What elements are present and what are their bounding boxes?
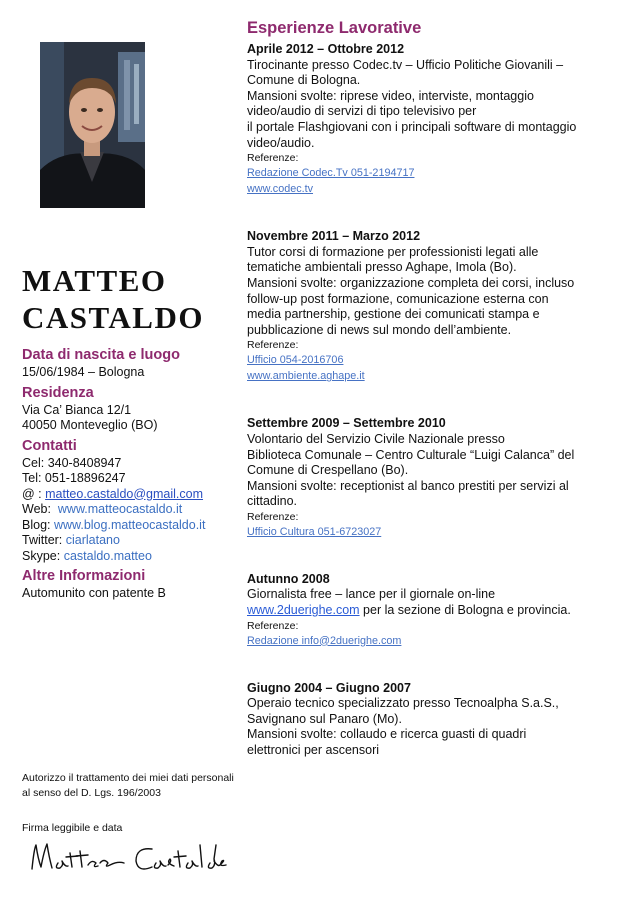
other-info-heading: Altre Informazioni bbox=[22, 568, 146, 584]
job-entry bbox=[247, 681, 622, 759]
job-line: Mansioni svolte: riprese video, interviste, montaggio bbox=[247, 88, 534, 103]
privacy-consent bbox=[22, 771, 252, 801]
job-line: pubblicazione di news sul mondo dell’ambiente. bbox=[247, 322, 512, 337]
job-line: elettronici per ascensori bbox=[247, 743, 380, 758]
job-line: Mansioni svolte: receptionist al banco prestiti per servizi al bbox=[247, 478, 569, 493]
job-line: Comune di Crespellano (Bo). bbox=[247, 463, 409, 478]
job-entry bbox=[247, 416, 622, 540]
candidate-name bbox=[22, 262, 204, 336]
profile-photo bbox=[40, 42, 145, 208]
telephone: Tel: 051-18896247 bbox=[22, 471, 126, 485]
address-line-2: 40050 Monteveglio (BO) bbox=[22, 418, 158, 432]
web-row bbox=[22, 502, 237, 518]
first-name: MATTEO bbox=[22, 263, 167, 298]
website-link[interactable]: www.matteocastaldo.it bbox=[57, 502, 183, 516]
contacts-heading: Contatti bbox=[22, 437, 77, 454]
reference-link[interactable]: www.ambiente.aghape.it bbox=[247, 370, 365, 383]
job-line: il portale Flashgiovani con i principali software di montaggio bbox=[247, 119, 577, 134]
job-line: Volontario del Servizio Civile Nazionale presso bbox=[247, 431, 505, 446]
signature-label: Firma leggibile e data bbox=[22, 822, 123, 834]
personal-info bbox=[22, 343, 237, 602]
blog-link[interactable]: www.blog.matteocastaldo.it bbox=[53, 517, 206, 532]
job-line: Tirocinante presso Codec.tv – Ufficio Politiche Giovanili – bbox=[247, 57, 564, 72]
job-line: Biblioteca Comunale – Centro Culturale “Luigi Calanca” del bbox=[247, 447, 575, 462]
job-line: Tutor corsi di formazione per professionisti legati alle bbox=[247, 244, 539, 259]
skype-handle[interactable]: castaldo.matteo bbox=[63, 548, 152, 563]
job-line: tematiche ambientali presso Aghape, Imola (Bo). bbox=[247, 260, 517, 275]
job-entry bbox=[247, 229, 622, 384]
birth-value: 15/06/1984 – Bologna bbox=[22, 365, 145, 379]
skype-label: Skype: bbox=[22, 548, 64, 563]
job-date: Aprile 2012 – Ottobre 2012 bbox=[247, 42, 405, 56]
references-label: Referenze: bbox=[247, 152, 299, 165]
job-line bbox=[247, 603, 622, 619]
email-link[interactable]: matteo.castaldo@gmail.com bbox=[45, 486, 204, 501]
job-line: Mansioni svolte: collaudo e ricerca guasti di quadri bbox=[247, 727, 527, 742]
job-line: Savignano sul Panaro (Mo). bbox=[247, 711, 402, 726]
last-name: CASTALDO bbox=[22, 300, 204, 335]
twitter-handle[interactable]: ciarlatano bbox=[65, 533, 120, 547]
web-label: Web: bbox=[22, 502, 58, 516]
job-date: Novembre 2011 – Marzo 2012 bbox=[247, 229, 421, 244]
references-label: Referenze: bbox=[247, 510, 299, 523]
skype-row bbox=[22, 549, 237, 565]
other-info-value: Automunito con patente B bbox=[22, 586, 166, 600]
job-date: Settembre 2009 – Settembre 2010 bbox=[247, 416, 446, 431]
reference-link[interactable]: Redazione Codec.Tv 051-2194717 bbox=[247, 167, 415, 180]
reference-link[interactable]: Ufficio Cultura 051-6723027 bbox=[247, 525, 382, 538]
consent-line-2: al senso del D. Lgs. 196/2003 bbox=[22, 787, 161, 799]
job-line: Giornalista free – lance per il giornale on-line bbox=[247, 587, 496, 602]
cellphone: Cel: 340-8408947 bbox=[22, 455, 122, 470]
job-entry bbox=[247, 572, 622, 649]
job-entry bbox=[247, 42, 622, 197]
experience-heading: Esperienze Lavorative bbox=[247, 19, 422, 37]
email-row bbox=[22, 487, 237, 503]
reference-link[interactable]: Redazione info@2duerighe.com bbox=[247, 634, 402, 647]
job-line: video/audio. bbox=[247, 135, 315, 150]
blog-row bbox=[22, 518, 237, 534]
job-line: video/audio di servizi di tipo televisivo per bbox=[247, 104, 477, 119]
job-date: Giugno 2004 – Giugno 2007 bbox=[247, 680, 411, 695]
email-prefix: @ : bbox=[22, 486, 46, 501]
blog-label: Blog: bbox=[22, 517, 54, 532]
birth-heading: Data di nascita e luogo bbox=[22, 347, 180, 363]
website-link[interactable]: www.2duerighe.com bbox=[247, 603, 360, 618]
residence-heading: Residenza bbox=[22, 384, 94, 401]
reference-link[interactable]: www.codec.tv bbox=[247, 183, 314, 196]
job-line: Comune di Bologna. bbox=[247, 73, 361, 88]
references-label: Referenze: bbox=[247, 619, 299, 632]
job-line: media partnership, gestione dei comunicati stampa e bbox=[247, 307, 540, 322]
twitter-label: Twitter: bbox=[22, 533, 66, 547]
references-label: Referenze: bbox=[247, 339, 299, 352]
consent-line-1: Autorizzo il trattamento dei miei dati personali bbox=[22, 772, 234, 784]
address-line-1: Via Ca’ Bianca 12/1 bbox=[22, 402, 132, 417]
job-line: Operaio tecnico specializzato presso Tecnoalpha S.a.S., bbox=[247, 696, 559, 711]
job-line: Mansioni svolte: organizzazione completa dei corsi, incluso bbox=[247, 275, 575, 290]
experience-section bbox=[247, 18, 622, 791]
job-date: Autunno 2008 bbox=[247, 571, 330, 586]
job-line: follow-up post formazione, comunicazione esterna con bbox=[247, 291, 549, 306]
handwritten-signature bbox=[28, 835, 228, 880]
twitter-row bbox=[22, 533, 237, 549]
job-line: cittadino. bbox=[247, 494, 298, 509]
job-line-suffix: per la sezione di Bologna e provincia. bbox=[359, 603, 571, 618]
reference-link[interactable]: Ufficio 054-2016706 bbox=[247, 354, 344, 367]
